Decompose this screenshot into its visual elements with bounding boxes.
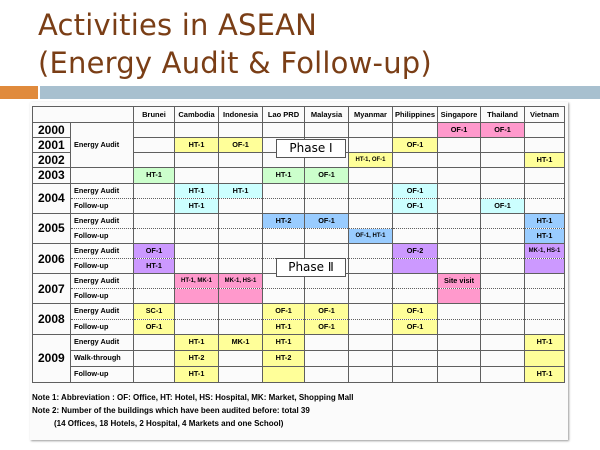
accent-bar-blue: [40, 86, 600, 99]
empty-cell: [305, 123, 349, 138]
empty-cell: [175, 289, 219, 304]
empty-cell: [134, 350, 175, 366]
empty-cell: [134, 366, 175, 382]
empty-cell: [349, 198, 393, 213]
empty-cell: [393, 123, 438, 138]
empty-cell: [525, 198, 565, 213]
empty-cell: [393, 153, 438, 168]
table-cell: HT-1: [219, 183, 263, 198]
year-cell: 2009: [33, 334, 71, 382]
empty-cell: [134, 334, 175, 350]
empty-cell: [393, 289, 438, 304]
empty-cell: [219, 304, 263, 319]
empty-cell: [134, 153, 175, 168]
category-cell: Energy Audit: [71, 334, 134, 350]
table-row: [33, 334, 565, 350]
table-row: [33, 198, 565, 213]
table-row: [33, 289, 565, 304]
table-cell: Site visit: [438, 274, 481, 289]
year-cell: 2004: [33, 183, 71, 213]
col-header: Lao PRD: [263, 107, 305, 123]
empty-cell: [134, 138, 175, 153]
table-row: [33, 366, 565, 382]
empty-cell: [349, 350, 393, 366]
year-cell: 2007: [33, 274, 71, 304]
empty-cell: [263, 366, 305, 382]
empty-cell: [219, 228, 263, 243]
category-cell: Energy Audit: [71, 123, 134, 168]
empty-cell: [393, 274, 438, 289]
slide-title: [38, 6, 578, 82]
note-3: (14 Offices, 18 Hotels, 2 Hospital, 4 Markets and one School): [54, 419, 284, 428]
table-row: [33, 350, 565, 366]
year-cell: 2005: [33, 213, 71, 243]
empty-cell: [438, 259, 481, 274]
empty-cell: [175, 213, 219, 228]
table-cell: HT-1: [263, 319, 305, 334]
empty-cell: [349, 138, 393, 153]
table-cell: OF-1: [393, 304, 438, 319]
table-cell: OF-1: [134, 319, 175, 334]
table-cell: OF-1: [305, 213, 349, 228]
empty-cell: [525, 123, 565, 138]
table-cell: MK-1: [219, 334, 263, 350]
table-cell: HT-1: [175, 138, 219, 153]
table-cell: OF-1: [219, 138, 263, 153]
empty-cell: [134, 228, 175, 243]
empty-cell: [525, 168, 565, 183]
col-header: Philippines: [393, 107, 438, 123]
col-header: Cambodia: [175, 107, 219, 123]
empty-cell: [263, 198, 305, 213]
empty-cell: [175, 259, 219, 274]
table-row: [33, 183, 565, 198]
empty-cell: [219, 243, 263, 258]
empty-cell: [349, 366, 393, 382]
col-header: Brunei: [134, 107, 175, 123]
table-cell: HT-1: [134, 259, 175, 274]
empty-cell: [349, 183, 393, 198]
header-corner: [33, 107, 134, 123]
empty-cell: [525, 183, 565, 198]
empty-cell: [175, 168, 219, 183]
table-cell: HT-2: [263, 350, 305, 366]
empty-cell: [525, 289, 565, 304]
empty-cell: [134, 274, 175, 289]
empty-cell: [219, 259, 263, 274]
empty-cell: [438, 350, 481, 366]
empty-cell: [349, 274, 393, 289]
header-row: [33, 107, 565, 123]
empty-cell: [305, 289, 349, 304]
empty-cell: [481, 259, 525, 274]
category-cell: Follow-up: [71, 289, 134, 304]
table-cell: HT-1: [134, 168, 175, 183]
empty-cell: [525, 350, 565, 366]
year-cell: 2002: [33, 153, 71, 168]
table-sheet: [30, 102, 568, 440]
empty-cell: [525, 319, 565, 334]
category-cell: Follow-up: [71, 366, 134, 382]
col-header: Singapore: [438, 107, 481, 123]
table-cell: HT-1, MK-1: [175, 274, 219, 289]
col-header: Thailand: [481, 107, 525, 123]
footnotes: [32, 391, 354, 430]
empty-cell: [263, 123, 305, 138]
empty-cell: [481, 183, 525, 198]
table-cell: OF-1: [481, 198, 525, 213]
accent-bar-orange: [0, 86, 38, 99]
table-cell: OF-1: [263, 304, 305, 319]
empty-cell: [305, 198, 349, 213]
empty-cell: [349, 334, 393, 350]
table-row: [33, 228, 565, 243]
table-cell: OF-1: [481, 123, 525, 138]
table-cell: MK-1, HS-1: [525, 243, 565, 258]
empty-cell: [305, 366, 349, 382]
empty-cell: [393, 228, 438, 243]
empty-cell: [481, 168, 525, 183]
title-line-2: (Energy Audit & Follow-up): [38, 46, 432, 80]
empty-cell: [393, 259, 438, 274]
empty-cell: [349, 319, 393, 334]
table-row: [33, 168, 565, 183]
empty-cell: [438, 168, 481, 183]
empty-cell: [349, 289, 393, 304]
table-cell: OF-1, HT-1: [349, 228, 393, 243]
empty-cell: [438, 198, 481, 213]
empty-cell: [263, 183, 305, 198]
empty-cell: [71, 168, 134, 183]
table-cell: HT-1: [525, 153, 565, 168]
table-cell: OF-1: [393, 183, 438, 198]
category-cell: Walk-through: [71, 350, 134, 366]
col-header: Vietnam: [525, 107, 565, 123]
empty-cell: [349, 304, 393, 319]
empty-cell: [525, 138, 565, 153]
empty-cell: [134, 198, 175, 213]
category-cell: Energy Audit: [71, 213, 134, 228]
empty-cell: [219, 319, 263, 334]
empty-cell: [481, 289, 525, 304]
table-cell: OF-1: [305, 304, 349, 319]
table-cell: MK-1, HS-1: [219, 274, 263, 289]
empty-cell: [175, 228, 219, 243]
empty-cell: [219, 123, 263, 138]
empty-cell: [393, 366, 438, 382]
table-cell: OF-1: [305, 168, 349, 183]
empty-cell: [175, 319, 219, 334]
table-cell: HT-1: [525, 334, 565, 350]
empty-cell: [481, 213, 525, 228]
category-cell: Follow-up: [71, 228, 134, 243]
phase-2-label: Phase Ⅱ: [276, 258, 346, 277]
category-cell: Energy Audit: [71, 243, 134, 258]
empty-cell: [393, 213, 438, 228]
category-cell: Follow-up: [71, 319, 134, 334]
empty-cell: [305, 334, 349, 350]
table-cell: HT-1: [175, 198, 219, 213]
empty-cell: [481, 138, 525, 153]
empty-cell: [438, 138, 481, 153]
table-cell: HT-1: [263, 168, 305, 183]
empty-cell: [219, 153, 263, 168]
table-cell: OF-1: [393, 319, 438, 334]
empty-cell: [134, 289, 175, 304]
empty-cell: [438, 319, 481, 334]
col-header: Indonesia: [219, 107, 263, 123]
table-row: [33, 243, 565, 258]
empty-cell: [438, 366, 481, 382]
empty-cell: [349, 123, 393, 138]
category-cell: Energy Audit: [71, 183, 134, 198]
empty-cell: [134, 123, 175, 138]
empty-cell: [438, 289, 481, 304]
empty-cell: [438, 183, 481, 198]
empty-cell: [481, 350, 525, 366]
table-cell: HT-1: [525, 228, 565, 243]
empty-cell: [175, 243, 219, 258]
table-cell: HT-2: [263, 213, 305, 228]
empty-cell: [393, 168, 438, 183]
empty-cell: [175, 153, 219, 168]
empty-cell: [305, 228, 349, 243]
table-cell: OF-1: [305, 319, 349, 334]
category-cell: Energy Audit: [71, 304, 134, 319]
empty-cell: [481, 243, 525, 258]
table-cell: HT-1: [525, 366, 565, 382]
table-cell: HT-1: [263, 334, 305, 350]
empty-cell: [481, 153, 525, 168]
empty-cell: [219, 289, 263, 304]
empty-cell: [438, 334, 481, 350]
empty-cell: [438, 228, 481, 243]
empty-cell: [481, 228, 525, 243]
table-cell: OF-1: [134, 243, 175, 258]
table-cell: HT-1: [175, 366, 219, 382]
table-cell: OF-1: [393, 138, 438, 153]
empty-cell: [525, 274, 565, 289]
empty-cell: [134, 213, 175, 228]
empty-cell: [481, 304, 525, 319]
note-2: Note 2: Number of the buildings which have been audited before: total 39: [32, 406, 310, 415]
table-cell: HT-1: [175, 183, 219, 198]
table-cell: SC-1: [134, 304, 175, 319]
table-row: [33, 213, 565, 228]
empty-cell: [481, 319, 525, 334]
empty-cell: [219, 213, 263, 228]
empty-cell: [349, 213, 393, 228]
empty-cell: [305, 243, 349, 258]
table-row: [33, 319, 565, 334]
empty-cell: [481, 274, 525, 289]
table-cell: OF-1: [438, 123, 481, 138]
empty-cell: [219, 350, 263, 366]
empty-cell: [305, 350, 349, 366]
empty-cell: [219, 198, 263, 213]
note-1: Note 1: Abbreviation : OF: Office, HT: Hotel, HS: Hospital, MK: Market, Shopping Mall: [32, 393, 354, 402]
empty-cell: [134, 183, 175, 198]
table-cell: OF-2: [393, 243, 438, 258]
table-row: [33, 304, 565, 319]
phase-1-label: Phase Ⅰ: [276, 139, 346, 158]
year-cell: 2001: [33, 138, 71, 153]
empty-cell: [219, 366, 263, 382]
year-cell: 2000: [33, 123, 71, 138]
category-cell: Follow-up: [71, 198, 134, 213]
empty-cell: [525, 259, 565, 274]
empty-cell: [438, 304, 481, 319]
empty-cell: [438, 243, 481, 258]
empty-cell: [175, 123, 219, 138]
year-cell: 2003: [33, 168, 71, 183]
empty-cell: [263, 243, 305, 258]
empty-cell: [305, 183, 349, 198]
table-cell: HT-1: [525, 213, 565, 228]
empty-cell: [481, 334, 525, 350]
empty-cell: [393, 350, 438, 366]
category-cell: Follow-up: [71, 259, 134, 274]
table-cell: OF-1: [393, 198, 438, 213]
empty-cell: [393, 334, 438, 350]
empty-cell: [481, 366, 525, 382]
category-cell: Energy Audit: [71, 274, 134, 289]
empty-cell: [349, 243, 393, 258]
empty-cell: [263, 289, 305, 304]
empty-cell: [349, 168, 393, 183]
empty-cell: [263, 228, 305, 243]
table-cell: HT-1: [175, 334, 219, 350]
empty-cell: [175, 304, 219, 319]
empty-cell: [219, 168, 263, 183]
table-row: [33, 123, 565, 138]
empty-cell: [525, 304, 565, 319]
empty-cell: [438, 213, 481, 228]
year-cell: 2006: [33, 243, 71, 273]
empty-cell: [438, 153, 481, 168]
col-header: Myanmar: [349, 107, 393, 123]
title-line-1: Activities in ASEAN: [38, 8, 318, 42]
empty-cell: [349, 259, 393, 274]
table-cell: HT-1, OF-1: [349, 153, 393, 168]
col-header: Malaysia: [305, 107, 349, 123]
table-cell: HT-2: [175, 350, 219, 366]
year-cell: 2008: [33, 304, 71, 334]
